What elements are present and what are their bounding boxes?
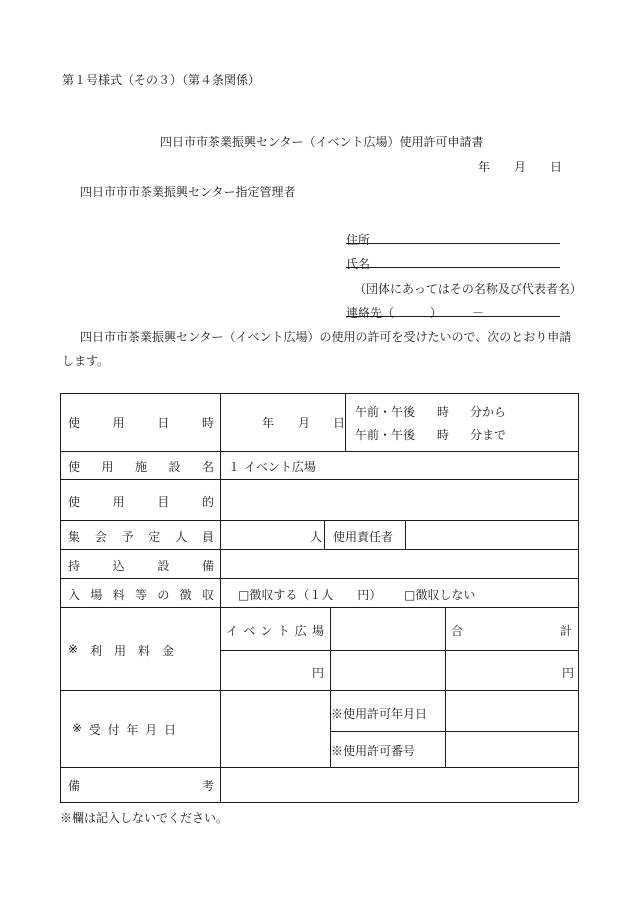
form-number: 第１号様式（その３）（第４条関係） (62, 73, 261, 87)
label-usage-datetime: 使 用 日 時 (68, 416, 214, 430)
label-admission-fee: 入 場 料 等 の 徴 収 (68, 588, 214, 602)
time-from-ampm[interactable]: 午前・午後 (355, 405, 416, 419)
total-yen: 円 (562, 666, 575, 680)
date-month: 月 (514, 160, 527, 174)
usage-year[interactable]: 年 (262, 416, 275, 430)
responsible-label: 使用責任者 (333, 530, 394, 544)
permit-date-label: ※使用許可年月日 (331, 707, 428, 721)
facility-value: １ イベント広場 (228, 460, 316, 474)
date-year: 年 (478, 160, 491, 174)
label-reception-date: ※ 受 付 年 月 日 (72, 721, 176, 737)
total-label: 合 計 (451, 624, 572, 638)
contact-field[interactable] (346, 316, 560, 317)
attendees-unit: 人 (310, 530, 323, 544)
group-note: （団体にあってはその名称及び代表者名） (354, 282, 582, 296)
addressee: 四日市市市茶業振興センター指定管理者 (80, 185, 296, 199)
name-field[interactable] (346, 267, 560, 268)
name-label: 氏名 (346, 257, 371, 271)
label-purpose: 使 用 目 的 (68, 495, 214, 509)
attendees-field[interactable] (222, 522, 310, 547)
event-plaza-yen: 円 (312, 666, 325, 680)
label-remarks: 備 考 (68, 779, 214, 793)
permit-number-label: ※使用許可番号 (331, 744, 416, 758)
time-to-ampm[interactable]: 午前・午後 (355, 428, 416, 442)
address-label: 住所 (346, 233, 371, 247)
fee-nocollect-checkbox[interactable]: □徴収しない (404, 588, 476, 602)
event-plaza-label: イ ベ ン ト 広 場 (226, 624, 324, 638)
time-to-minute[interactable]: 分まで (470, 428, 507, 442)
remarks-field[interactable] (222, 769, 576, 800)
equipment-field[interactable] (222, 551, 576, 576)
responsible-field[interactable] (407, 522, 576, 547)
address-field[interactable] (346, 243, 560, 244)
time-from-minute[interactable]: 分から (470, 405, 507, 419)
purpose-field[interactable] (222, 481, 576, 518)
usage-day[interactable]: 日 (333, 416, 346, 430)
body-text-line2: します。 (62, 354, 110, 368)
time-to-hour[interactable]: 時 (437, 428, 450, 442)
fee-collect-checkbox[interactable]: □徴収する（１人 円） (238, 588, 382, 602)
label-equipment: 持 込 設 備 (68, 559, 214, 573)
footnote: ※欄は記入しないでください。 (60, 811, 229, 825)
label-usage-fee: ※ 利 用 料 金 (68, 642, 174, 658)
date-day: 日 (550, 160, 563, 174)
time-from-hour[interactable]: 時 (437, 405, 450, 419)
body-text-line1: 四日市市茶業振興センター（イベント広場）の使用の許可を受けたいので、次のとおり申請 (80, 330, 572, 344)
contact-label: 連絡先（ ） － (346, 306, 485, 320)
usage-month[interactable]: 月 (298, 416, 311, 430)
label-facility-name: 使 用 施 設 名 (68, 460, 214, 474)
page-title: 四日市市茶業振興センター（イベント広場）使用許可申請書 (160, 135, 484, 149)
label-attendees: 集 会 予 定 人 員 (68, 530, 214, 544)
